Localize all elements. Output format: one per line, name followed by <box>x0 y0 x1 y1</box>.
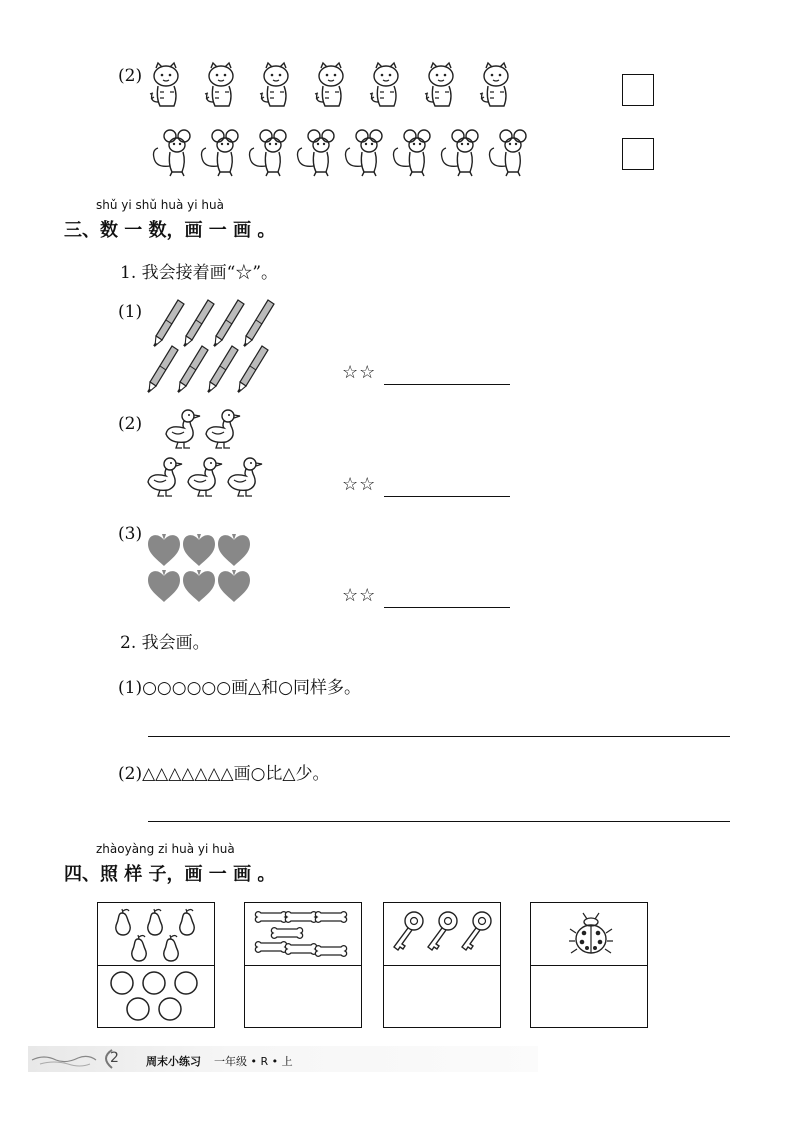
footer-grade: 一年级 • R • 上 <box>214 1055 293 1068</box>
ducks-picture <box>146 408 270 506</box>
task2-instruction: 2. 我会画。 <box>120 633 210 653</box>
draw1-instruction: (1)○○○○○○画△和○同样多。 <box>118 678 361 698</box>
item1-stars: ☆☆ <box>342 362 377 383</box>
tiger-count-box[interactable] <box>622 74 654 106</box>
section4-title: 四、照 样 子，画 一 画 。 <box>64 864 276 885</box>
keys-icon <box>388 909 496 959</box>
draw2-instruction: (2)△△△△△△△画○比△少。 <box>118 764 330 784</box>
practice-box-ladybug[interactable] <box>530 902 648 1028</box>
footer-cloud-icon <box>30 1046 120 1072</box>
tiger-row <box>148 62 528 116</box>
section3-title: 三、数 一 数，画 一 画 。 <box>64 220 276 241</box>
ladybug-icon <box>569 913 613 959</box>
practice-box-keys[interactable] <box>383 902 501 1028</box>
pencils-picture <box>146 298 286 398</box>
mouse-count-box[interactable] <box>622 138 654 170</box>
question-number-label: (2) <box>118 66 143 86</box>
item3-answer-line[interactable] <box>384 607 510 608</box>
hearts-picture <box>148 532 252 608</box>
example-box-pears <box>97 902 215 1028</box>
circles-drawing <box>108 969 204 1025</box>
task1-instruction: 1. 我会接着画“☆”。 <box>120 263 279 283</box>
practice-box-bones[interactable] <box>244 902 362 1028</box>
pears-icon <box>108 907 204 963</box>
item3-stars: ☆☆ <box>342 585 377 606</box>
footer-book-title: 周末小练习 <box>146 1055 201 1068</box>
draw2-answer-line[interactable] <box>148 821 730 822</box>
page-number: 2 <box>110 1050 119 1066</box>
section4-pinyin: zhàoyàng zi huà yi huà <box>96 842 235 856</box>
mouse-row <box>148 128 538 184</box>
draw1-answer-line[interactable] <box>148 736 730 737</box>
item2-label: (2) <box>118 414 143 434</box>
section3-pinyin: shǔ yi shǔ huà yi huà <box>96 198 224 212</box>
item2-answer-line[interactable] <box>384 496 510 497</box>
bones-icon <box>251 907 357 963</box>
item2-stars: ☆☆ <box>342 474 377 495</box>
item3-label: (3) <box>118 524 143 544</box>
item1-answer-line[interactable] <box>384 384 510 385</box>
item1-label: (1) <box>118 302 143 322</box>
